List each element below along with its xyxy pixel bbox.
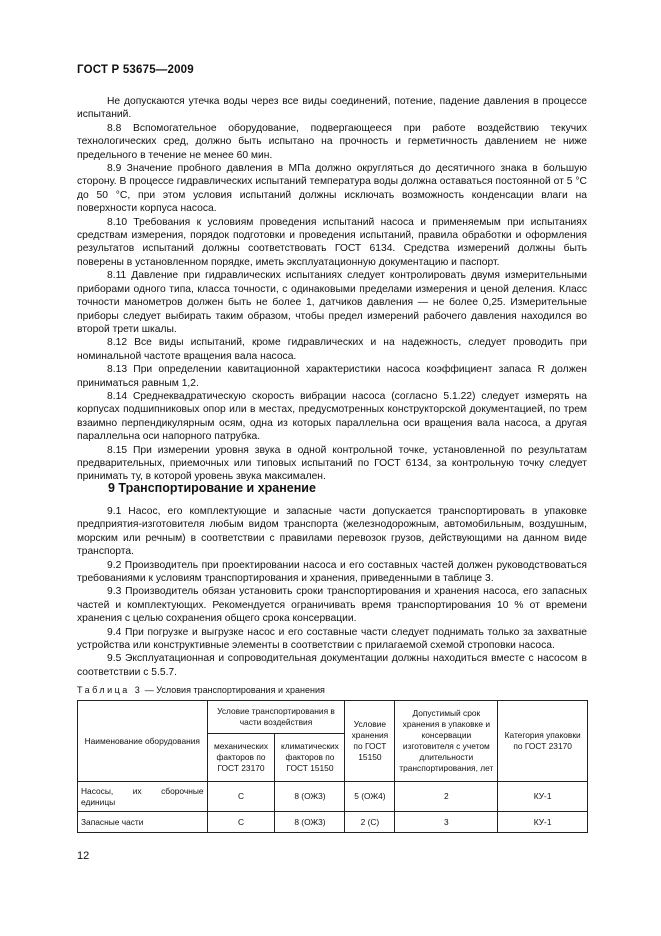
page-number: 12 (77, 850, 90, 862)
header-transport-group: Условие транспортирования в части воздействия (207, 701, 345, 734)
cell-mech: С (207, 782, 275, 812)
cell-mech: С (207, 812, 275, 833)
paragraph-8-15: 8.15 При измерении уровня звука в одной контрольной точке, установленной по результатам предварительных, приемочных или типовых испытаний по ГОСТ 6134, за контрольную точку следует принимать ту, в которой уровень звука максимален. (77, 444, 587, 483)
table-caption (77, 685, 325, 695)
paragraph-9-3: 9.3 Производитель обязан установить сроки транспортирования и хранения насоса, его запасных частей и комплектующих. Рекомендуется ограничивать время транспортирования 10 % от времени хранения с целью сохранения общего срока консервации. (77, 586, 587, 625)
paragraph-8-10: 8.10 Требования к условиям проведения испытаний насоса и применяемым при испытаниях средствам измерения, порядок подготовки и проведения испытаний, правила обработки и оформления результатов испытаний должны соответствовать ГОСТ 6134. Средства измерений должны быть поверены в установленном порядке, иметь эксплуатационную документацию и паспорт. (77, 216, 587, 268)
cell-storage: 2 (С) (345, 812, 395, 833)
section-8-body (77, 95, 587, 484)
paragraph-leak: Не допускаются утечка воды через все виды соединений, потение, падение давления в процессе испытаний. (77, 96, 587, 121)
paragraph-8-14: 8.14 Среднеквадратическую скорость вибрации насоса (согласно 5.1.22) следует измерять на корпусах подшипниковых опор или в местах, предусмотренных конструкторской документацией, по трем взаимно перпендикулярным осям, одна из которых параллельна оси вращения вала насоса, а другая параллельна оси напорного патрубка. (77, 390, 587, 443)
cell-storage: 5 (ОЖ4) (345, 782, 395, 812)
cell-pack: КУ-1 (498, 782, 588, 812)
cell-name: Запасные части (78, 812, 208, 833)
table-caption-label: Таблица 3 (77, 685, 143, 695)
table-row (78, 812, 588, 833)
header-storage: Условие хранения по ГОСТ 15150 (345, 701, 395, 782)
table-row (78, 782, 588, 812)
paragraph-8-13: 8.13 При определении кавитационной характеристики насоса коэффициент запаса R должен приниматься равным 1,2. (77, 364, 587, 389)
paragraph-9-5: 9.5 Эксплуатационная и сопроводительная документации должны находиться вместе с насосом в соответствии с 5.5.7. (77, 653, 587, 678)
header-equipment: Наименование оборудования (78, 701, 208, 782)
cell-clim: 8 (ОЖ3) (275, 782, 345, 812)
paragraph-8-8: 8.8 Вспомогательное оборудование, подвергающееся при работе воздействию текучих технологических сред, должно быть испытано на прочность и герметичность давлением не ниже предельного в течение не менее 60 мин. (77, 122, 587, 161)
header-packaging: Категория упаковки по ГОСТ 23170 (498, 701, 588, 782)
header-climatic: климатических факторов по ГОСТ 15150 (275, 734, 345, 782)
cell-name: Насосы, их сборочные единицы (78, 782, 208, 812)
storage-conditions-table (77, 700, 588, 833)
paragraph-8-12: 8.12 Все виды испытаний, кроме гидравлических и на надежность, следует проводить при номинальной частоте вращения вала насоса. (77, 337, 587, 362)
document-header: ГОСТ Р 53675—2009 (77, 64, 194, 76)
paragraph-9-2: 9.2 Производитель при проектировании насоса и его составных частей должен руководствоваться требованиями к условиям транспортирования и хранения, приведенными в таблице 3. (77, 559, 587, 585)
paragraph-9-1: 9.1 Насос, его комплектующие и запасные части допускается транспортировать в упаковке предприятия-изготовителя любым видом транспорта (железнодорожным, автомобильным, воздушным, морским или речным) в соответствии с правилами перевозок грузов, действующими на данном виде транспорта. (77, 506, 587, 558)
paragraph-8-9: 8.9 Значение пробного давления в МПа должно округляться до десятичного знака в большую сторону. В процессе гидравлических испытаний температура воды должна оставаться постоянной от 5 °С до 50 °С, при этом условия испытаний должны исключать возможность конденсации влаги на поверхности корпуса насоса. (77, 163, 587, 215)
section-9-body (77, 505, 587, 679)
table-caption-text: — Условия транспортирования и хранения (142, 685, 325, 695)
header-mechanical: механических факторов по ГОСТ 23170 (207, 734, 275, 782)
paragraph-8-11: 8.11 Давление при гидравлических испытаниях следует контролировать двумя измерительными приборами одного типа, класса точности, с одинаковыми пределами измерения и ценой деления. Класс точности манометров должен быть не более 1, датчиков давления — не более 0,25. Измерительные приборы следует выбирать таким образом, чтобы предел измерений рабочего давления находился во второй трети шкалы. (77, 270, 587, 335)
cell-term: 3 (395, 812, 498, 833)
cell-clim: 8 (ОЖ3) (275, 812, 345, 833)
section-9-title: 9 Транспортирование и хранение (108, 481, 316, 495)
header-term: Допустимый срок хранения в упаковке и консервации изготовителя с учетом длительности транспортирования, лет (395, 701, 498, 782)
paragraph-9-4: 9.4 При погрузке и выгрузке насос и его составные части следует поднимать только за захватные устройства или конструктивные элементы в соответствии с прилагаемой схемой строповки насоса. (77, 626, 587, 652)
cell-pack: КУ-1 (498, 812, 588, 833)
cell-term: 2 (395, 782, 498, 812)
